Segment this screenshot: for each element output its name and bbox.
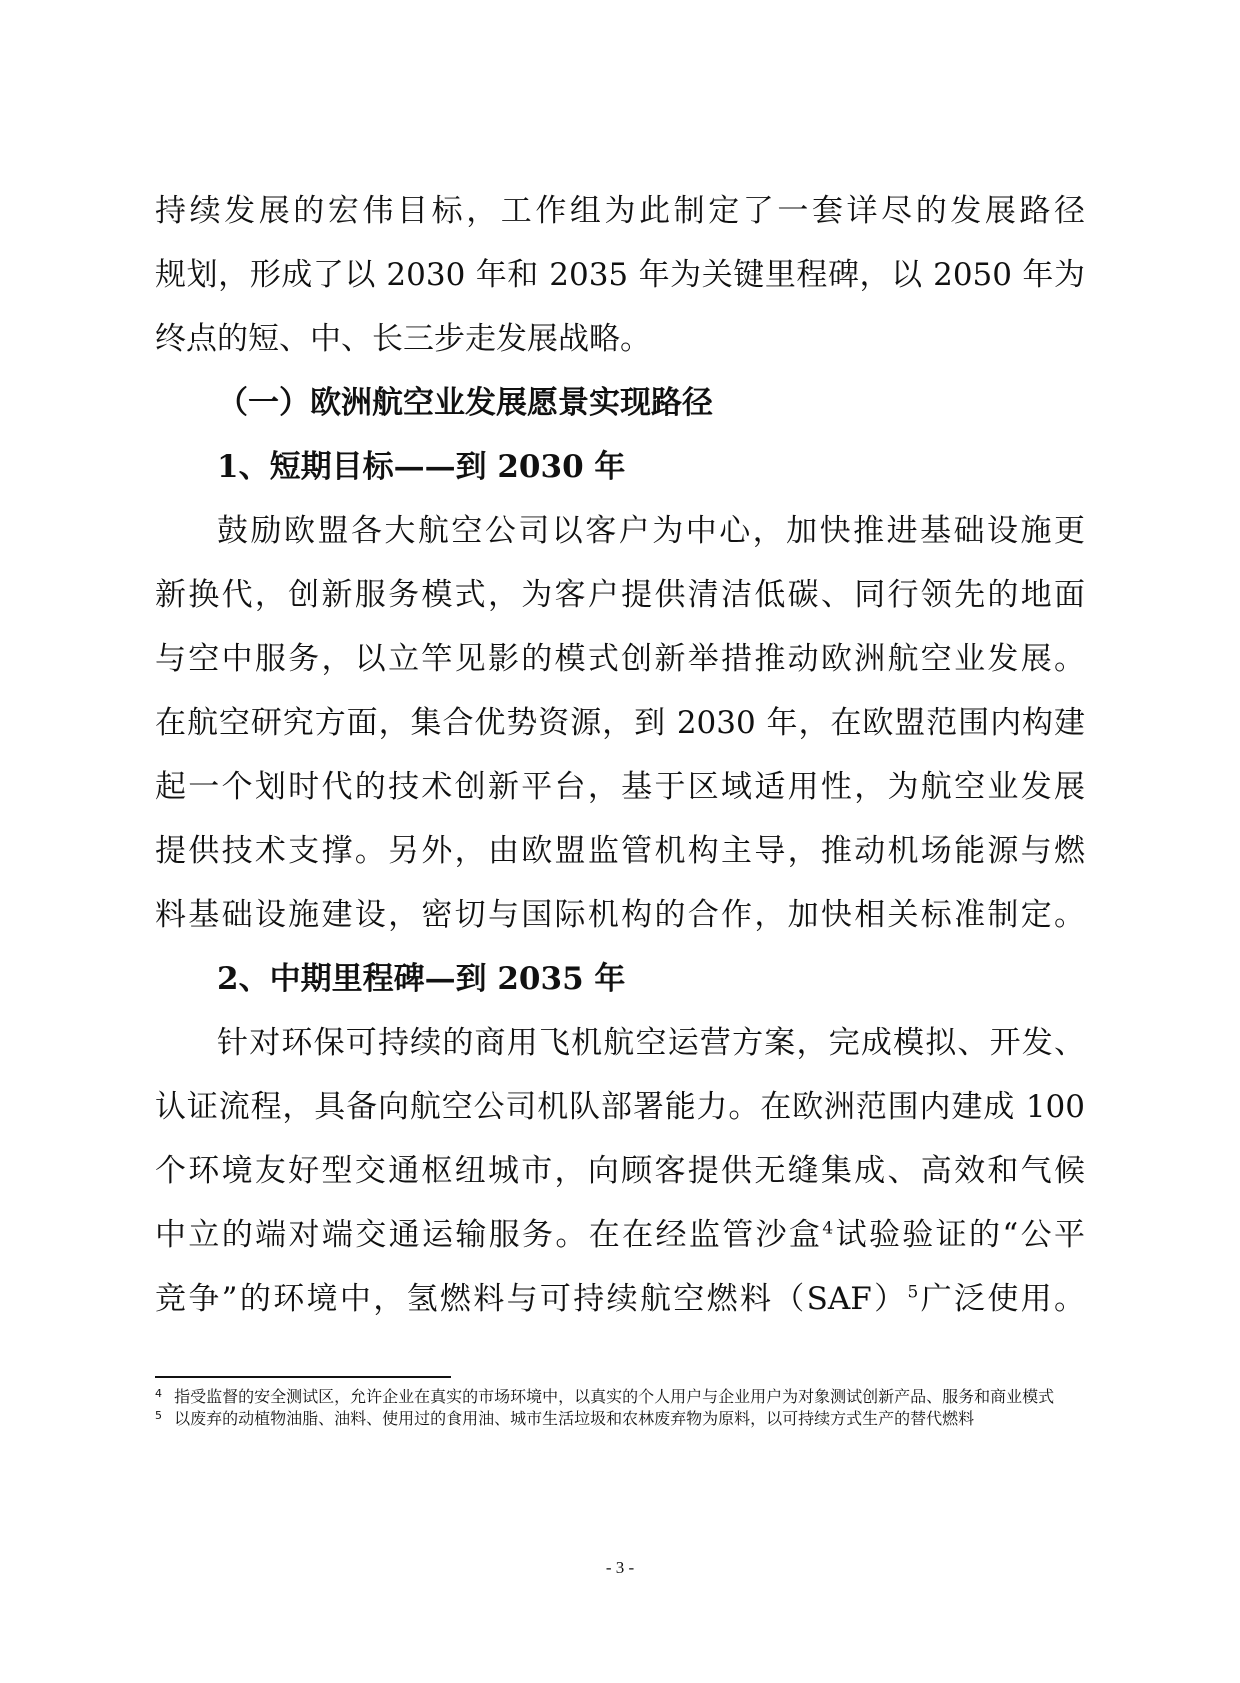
paragraph-line-with-footnote-ref xyxy=(155,1203,1085,1267)
paragraph-line: 与空中服务，以立竿见影的模式创新举措推动欧洲航空业发展。 xyxy=(155,641,1085,677)
text-segment: 试验验证的“公平 xyxy=(833,1217,1085,1253)
paragraph-line: 终点的短、中、长三步走发展战略。 xyxy=(155,321,651,357)
paragraph-line: 针对环保可持续的商用飞机航空运营方案，完成模拟、开发、 xyxy=(217,1025,1085,1061)
text-segment: 中立的端对端交通运输服务。在在经监管沙盒 xyxy=(155,1217,823,1253)
paragraph-line: 鼓励欧盟各大航空公司以客户为中心，加快推进基础设施更 xyxy=(217,513,1085,549)
footnote-reference-5[interactable]: 5 xyxy=(907,1282,919,1303)
paragraph-line: 认证流程，具备向航空公司机队部署能力。在欧洲范围内建成 100 xyxy=(155,1089,1085,1125)
paragraph-line: 料基础设施建设，密切与国际机构的合作，加快相关标准制定。 xyxy=(155,897,1085,933)
paragraph-line: 在航空研究方面，集合优势资源，到 2030 年，在欧盟范围内构建 xyxy=(155,705,1085,741)
footnote-5 xyxy=(155,1408,1085,1430)
text-segment: 竞争”的环境中，氢燃料与可持续航空燃料（SAF） xyxy=(155,1281,908,1317)
footnote-mark: 4 xyxy=(155,1387,162,1400)
paragraph-line: 规划，形成了以 2030 年和 2035 年为关键里程碑，以 2050 年为 xyxy=(155,257,1085,293)
paragraph-line: 起一个划时代的技术创新平台，基于区域适用性，为航空业发展 xyxy=(155,769,1085,805)
text-segment: 广泛使用。 xyxy=(918,1281,1085,1317)
paragraph-line: 新换代，创新服务模式，为客户提供清洁低碳、同行领先的地面 xyxy=(155,577,1085,613)
footnote-reference-4[interactable]: 4 xyxy=(822,1218,834,1239)
footnote-text: 以废弃的动植物油脂、油料、使用过的食用油、城市生活垃圾和农林废弃物为原料，以可持续方式生产的替代燃料 xyxy=(174,1409,975,1428)
footnotes xyxy=(155,1386,1085,1430)
paragraph-line: 个环境友好型交通枢纽城市，向顾客提供无缝集成、高效和气候 xyxy=(155,1153,1085,1189)
footnote-mark: 5 xyxy=(155,1409,162,1422)
section-heading: （一）欧洲航空业发展愿景实现路径 xyxy=(217,385,713,421)
page-number: - 3 - xyxy=(605,1558,635,1577)
body-text xyxy=(155,179,1085,1331)
subsection-heading-mid-term: 2、中期里程碑—到 2035 年 xyxy=(217,961,626,997)
footnote-4 xyxy=(155,1386,1085,1408)
footnote-text: 指受监督的安全测试区，允许企业在真实的市场环境中，以真实的个人用户与企业用户为对象测试创新产品、服务和商业模式 xyxy=(174,1387,1055,1406)
paragraph-line: 持续发展的宏伟目标，工作组为此制定了一套详尽的发展路径 xyxy=(155,193,1085,229)
subsection-heading-short-term: 1、短期目标——到 2030 年 xyxy=(217,449,626,485)
paragraph-line-with-footnote-ref xyxy=(155,1267,1085,1331)
paragraph-line: 提供技术支撑。另外，由欧盟监管机构主导，推动机场能源与燃 xyxy=(155,833,1085,869)
footnote-divider xyxy=(155,1376,451,1378)
